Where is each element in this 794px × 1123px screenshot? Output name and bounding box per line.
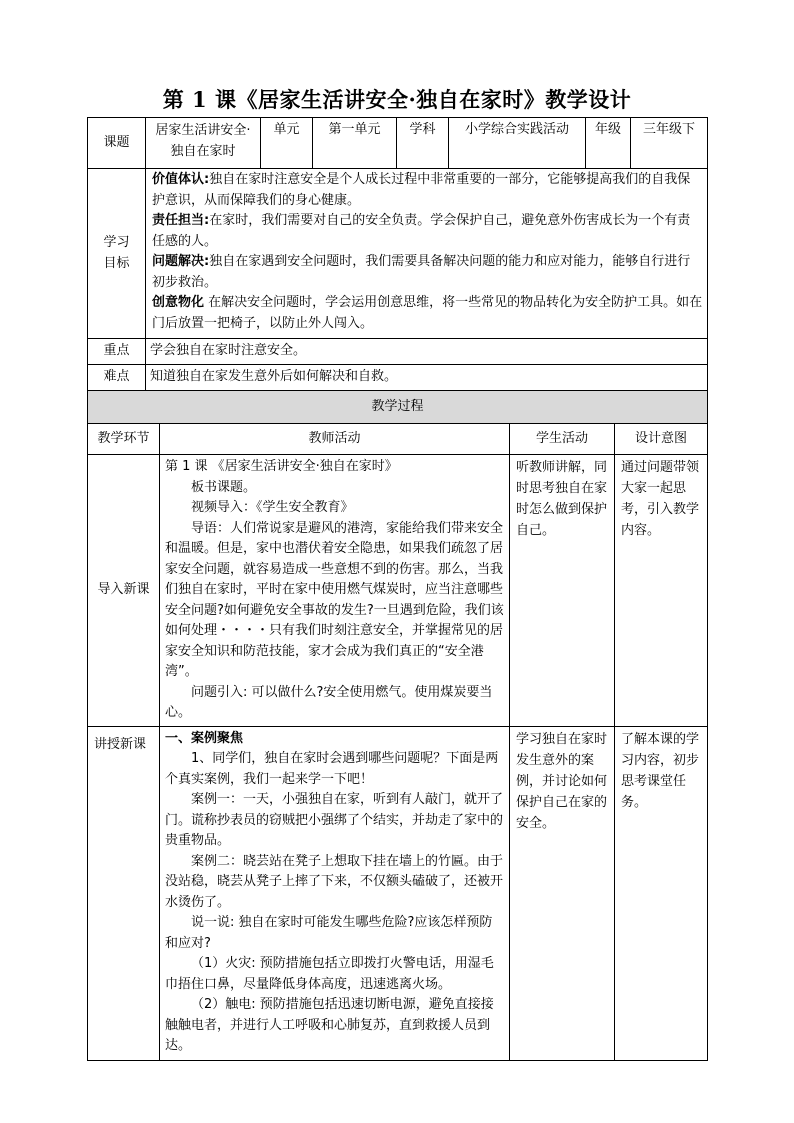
- teacher-activity-cell: [160, 455, 510, 727]
- teacher-title: 第 1 课 《居家生活讲安全·独自在家时》: [165, 459, 398, 474]
- teacher-para: 问题引入: 可以做什么?安全使用燃气。使用煤炭要当心。: [165, 684, 493, 720]
- topic-value: 居家生活讲安全·独自在家时: [146, 118, 261, 169]
- objectives-label: 学习目标: [88, 169, 146, 339]
- key-point-label: 重点: [88, 339, 146, 365]
- student-activity-cell: 听教师讲解，同时思考独自在家时怎么做到保护自己。: [510, 455, 615, 727]
- teacher-para: 案例二：晓芸站在凳子上想取下挂在墙上的竹匾。由于没站稳，晓芸从凳子上摔了下来，不仅额头磕破了，还被开水烫伤了。: [165, 853, 504, 910]
- teacher-title: 一、案例聚焦: [165, 730, 244, 746]
- difficulty-text: 知道独自在家发生意外后如何解决和自救。: [146, 365, 708, 391]
- objective-text: 独自在家遇到安全问题时，我们需要具备解决问题的能力和应对能力，能够自行进行初步救治。: [152, 254, 691, 290]
- header-teacher: 教师活动: [160, 424, 510, 455]
- design-intent-cell: 通过问题带领大家一起思考，引入教学内容。: [615, 455, 708, 727]
- stage-cell: 讲授新课: [88, 726, 160, 1060]
- teacher-para: （1）火灾: 预防措施包括立即拨打火警电话，用湿毛巾捂住口鼻，尽量降低身体高度，迅速逃离火场。: [165, 956, 494, 992]
- subject-value: 小学综合实践活动: [449, 118, 586, 169]
- design-intent-cell: 了解本课的学习内容，初步思考课堂任务。: [615, 726, 708, 1060]
- teacher-para: 案例一：一天，小强独自在家，听到有人敲门，就开了门。谎称抄表员的窃贼把小强绑了个结实，并劫走了家中的贵重物品。: [165, 792, 504, 848]
- page-title: 第 1 课《居家生活讲安全·独自在家时》教学设计: [162, 87, 632, 112]
- objective-text: 在解决安全问题时，学会运用创意思维，将一些常见的物品转化为安全防护工具。如在门后放置一把椅子，以防止外人闯入。: [152, 295, 703, 331]
- objectives-content: [146, 169, 708, 339]
- objective-key: 价值体认:: [152, 172, 210, 187]
- teacher-para: 视频导入：《学生安全教育》: [191, 500, 354, 515]
- teacher-activity-cell: [160, 726, 510, 1060]
- topic-label: 课题: [88, 118, 146, 169]
- teacher-para: 导语：人们常说家是避风的港湾，家能给我们带来安全和温暖。但是，家中也潜伏着安全隐患，如果我们疏忽了居家安全问题，就容易造成一些意想不到的伤害。那么，当我们独自在家时，平时在家中使用燃气煤炭时，应当注意哪些安全问题?如何避免安全事故的发生?一旦遇到危险，我们该如何处理・・・・只有我们时刻注意安全，并掌握常见的居家安全知识和防范技能，家才会成为我们真正的“安全港湾”。: [165, 520, 504, 679]
- lesson-info-table: [87, 117, 708, 391]
- teacher-para: 说一说: 独自在家时可能发生哪些危险?应该怎样预防和应对?: [165, 915, 493, 951]
- teacher-para: 1、同学们，独自在家时会遇到哪些问题呢？下面是两个真实案例，我们一起来学一下吧！: [165, 751, 499, 787]
- process-section-title: 教学过程: [88, 391, 708, 424]
- objective-item: [152, 211, 703, 252]
- key-point-text: 学会独自在家时注意安全。: [146, 339, 708, 365]
- objective-item: [152, 170, 703, 211]
- header-student: 学生活动: [510, 424, 615, 455]
- teacher-para: （2）触电: 预防措施包括迅速切断电源，避免直接接触触电者，并进行人工呼吸和心肺复苏，直到救援人员到达。: [165, 997, 494, 1053]
- grade-label: 年级: [586, 118, 631, 169]
- stage-cell: 导入新课: [88, 455, 160, 727]
- objective-item: [152, 293, 703, 334]
- header-intent: 设计意图: [615, 424, 708, 455]
- objective-text: 独自在家时注意安全是个人成长过程中非常重要的一部分，它能够提高我们的自我保护意识，从而保障我们的身心健康。: [152, 172, 691, 208]
- unit-label: 单元: [261, 118, 313, 169]
- grade-value: 三年级下: [631, 118, 708, 169]
- header-stage: 教学环节: [88, 424, 160, 455]
- teaching-process-table: [87, 390, 708, 1061]
- objective-item: [152, 252, 703, 293]
- objective-text: 在家时，我们需要对自己的安全负责。学会保护自己，避免意外伤害成长为一个有责任感的人。: [152, 213, 691, 249]
- difficulty-label: 难点: [88, 365, 146, 391]
- student-activity-cell: 学习独自在家时发生意外的案例，并讨论如何保护自己在家的安全。: [510, 726, 615, 1060]
- objective-key: 问题解决:: [152, 254, 210, 269]
- objective-key: 责任担当:: [152, 213, 210, 228]
- unit-value: 第一单元: [313, 118, 397, 169]
- subject-label: 学科: [397, 118, 449, 169]
- teacher-para: 板书课题。: [191, 479, 257, 495]
- objective-key: 创意物化: [152, 295, 205, 310]
